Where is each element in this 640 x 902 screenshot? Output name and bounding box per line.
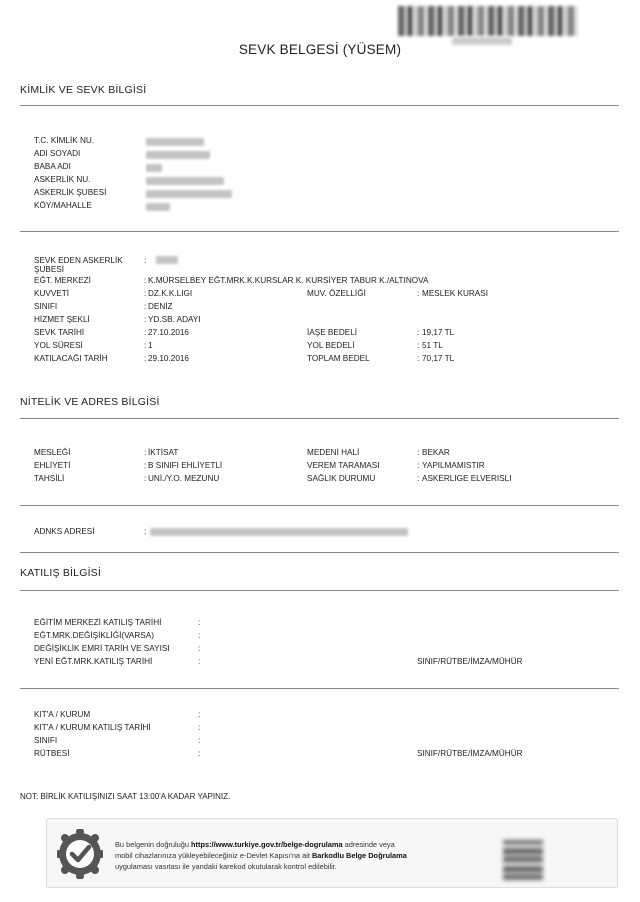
colon: : xyxy=(417,328,420,337)
sevk-eden-label: SEVK EDEN ASKERLİK ŞUBESİ xyxy=(34,256,123,274)
sinif-label: SINIFI xyxy=(34,302,58,311)
kuvvet-label: KUVVETİ xyxy=(34,289,70,298)
tahsil-value: UNİ./Y.O. MEZUNU xyxy=(148,474,220,483)
muv-label: MUV. ÖZELLİĞİ xyxy=(307,289,366,298)
divider xyxy=(20,590,619,591)
divider xyxy=(20,688,619,689)
redacted-address xyxy=(150,528,408,536)
section-nitelik-title: NİTELİK VE ADRES BİLGİSİ xyxy=(20,396,160,408)
toplam-label: TOPLAM BEDEL xyxy=(307,354,370,363)
yol-suresi-value: 1 xyxy=(148,341,153,350)
colon: : xyxy=(144,302,147,311)
tc-label: T.C. KİMLİK NU. xyxy=(34,136,95,145)
meslek-value: İKTİSAT xyxy=(148,448,179,457)
colon: : xyxy=(417,354,420,363)
colon: : xyxy=(144,474,147,483)
colon: : xyxy=(417,341,420,350)
yol-bedeli-value: 51 TL xyxy=(422,341,443,350)
footer-text-part: uygulaması vasıtası ile yandaki karekod okutularak kontrol edilebilir. xyxy=(115,862,337,871)
section-katilis-title: KATILIŞ BİLGİSİ xyxy=(20,567,102,579)
meslek-label: MESLEĞİ xyxy=(34,448,71,457)
iase-value: 19,17 TL xyxy=(422,328,455,337)
koy-mahalle-label: KÖY/MAHALLE xyxy=(34,201,92,210)
degisiklik-emri-label: DEĞİŞİKLİK EMRİ TARİH VE SAYISI xyxy=(34,644,170,653)
divider xyxy=(20,552,619,553)
colon: : xyxy=(417,461,420,470)
barcode-icon xyxy=(398,6,578,36)
verification-text xyxy=(115,839,475,872)
saglik-value: ASKERLIGE ELVERISLI xyxy=(422,474,512,483)
hizmet-label: HİZMET ŞEKLİ xyxy=(34,315,90,324)
divider xyxy=(20,105,619,106)
redacted-value xyxy=(146,138,204,146)
katilacagi-label: KATILACAĞI TARİH xyxy=(34,354,108,363)
egt-degisikligi-label: EĞT.MRK.DEĞİŞİKLİĞİ(VARSA) xyxy=(34,631,154,640)
colon: : xyxy=(144,527,147,536)
verification-box xyxy=(46,818,618,888)
baba-adi-label: BABA ADI xyxy=(34,162,71,171)
medeni-label: MEDENİ HALİ xyxy=(307,448,360,457)
section-kimlik-title: KİMLİK VE SEVK BİLGİSİ xyxy=(20,84,147,96)
note-text: NOT: BİRLİK KATILIŞINIZI SAAT 13:00'A KADAR YAPINIZ. xyxy=(20,792,231,801)
verification-url[interactable]: https://www.turkiye.gov.tr/belge-dogrulama xyxy=(191,840,343,849)
footer-text-part: mobil cihazlarınıza yükleyebileceğiniz e-Devlet Kapısı'na ait xyxy=(115,851,312,860)
muv-value: MESLEK KURASI xyxy=(422,289,488,298)
redacted-value xyxy=(146,151,210,159)
yol-suresi-label: YOL SÜRESİ xyxy=(34,341,83,350)
egt-merkezi-label: EĞT. MERKEZİ xyxy=(34,276,91,285)
divider xyxy=(20,505,619,506)
kita-kurum-label: KIT'A / KURUM xyxy=(34,710,91,719)
redacted-value xyxy=(146,190,232,198)
ad-soyad-label: ADI SOYADI xyxy=(34,149,81,158)
toplam-value: 70,17 TL xyxy=(422,354,455,363)
app-name: Barkodlu Belge Doğrulama xyxy=(311,851,407,860)
divider xyxy=(20,231,619,232)
colon: : xyxy=(198,723,201,732)
page-title: SEVK BELGESİ (YÜSEM) xyxy=(238,42,402,57)
kita-katilis-label: KIT'A / KURUM KATILIŞ TARİHİ xyxy=(34,723,151,732)
colon: : xyxy=(198,657,201,666)
colon: : xyxy=(198,618,201,627)
redacted-value xyxy=(146,203,170,211)
colon: : xyxy=(144,448,147,457)
colon: : xyxy=(144,315,147,324)
yol-bedeli-label: YOL BEDELİ xyxy=(307,341,355,350)
colon: : xyxy=(144,276,147,285)
colon: : xyxy=(198,644,201,653)
sinif-value: DENİZ xyxy=(148,302,173,311)
check-seal-icon xyxy=(57,829,103,879)
colon: : xyxy=(417,474,420,483)
colon: : xyxy=(198,631,201,640)
verem-value: YAPILMAMISTIR xyxy=(422,461,485,470)
colon: : xyxy=(144,289,147,298)
colon: : xyxy=(144,256,147,265)
colon: : xyxy=(417,289,420,298)
adres-label: ADNKS ADRESİ xyxy=(34,527,95,536)
hizmet-value: YD.SB. ADAYI xyxy=(148,315,201,324)
qr-code-icon xyxy=(503,840,543,880)
colon: : xyxy=(144,341,147,350)
colon: : xyxy=(144,328,147,337)
colon: : xyxy=(198,736,201,745)
askerlik-sube-label: ASKERLİK ŞUBESİ xyxy=(34,188,107,197)
katilacagi-value: 29.10.2016 xyxy=(148,354,189,363)
sinifi-label: SINIFI xyxy=(34,736,58,745)
kuvvet-value: DZ.K.K.LIGI xyxy=(148,289,193,298)
footer-text-part: Bu belgenin doğruluğu xyxy=(115,840,192,849)
redacted-value xyxy=(146,177,224,185)
divider xyxy=(20,418,619,419)
colon: : xyxy=(144,461,147,470)
sevk-tarihi-label: SEVK TARİHİ xyxy=(34,328,85,337)
footer-text-part: adresinde veya xyxy=(342,840,395,849)
egt-merkezi-value: K.MÜRSELBEY EĞT.MRK.K.KURSLAR K. KURSİYER TABUR K./ALTINOVA xyxy=(148,276,429,285)
saglik-label: SAĞLIK DURUMU xyxy=(307,474,376,483)
tahsil-label: TAHSİLİ xyxy=(34,474,65,483)
sevk-tarihi-value: 27.10.2016 xyxy=(148,328,189,337)
iase-label: İAŞE BEDELİ xyxy=(307,328,358,337)
redacted-value xyxy=(156,256,178,264)
egitim-katilis-label: EĞİTİM MERKEZİ KATILIŞ TARİHİ xyxy=(34,618,162,627)
colon: : xyxy=(144,354,147,363)
medeni-value: BEKAR xyxy=(422,448,450,457)
redacted-value xyxy=(146,164,162,172)
ehliyet-label: EHLİYETİ xyxy=(34,461,71,470)
ehliyet-value: B SINIFI EHLİYETLİ xyxy=(148,461,223,470)
askerlik-nu-label: ASKERLİK NU. xyxy=(34,175,91,184)
signature-caption: SINIF/RÜTBE/İMZA/MÜHÜR xyxy=(417,749,523,758)
colon: : xyxy=(417,448,420,457)
yeni-katilis-label: YENİ EĞT.MRK.KATILIŞ TARİHİ xyxy=(34,657,153,666)
colon: : xyxy=(198,710,201,719)
signature-caption: SINIF/RÜTBE/İMZA/MÜHÜR xyxy=(417,657,523,666)
colon: : xyxy=(198,749,201,758)
verem-label: VEREM TARAMASI xyxy=(307,461,380,470)
rutbesi-label: RÜTBESİ xyxy=(34,749,70,758)
